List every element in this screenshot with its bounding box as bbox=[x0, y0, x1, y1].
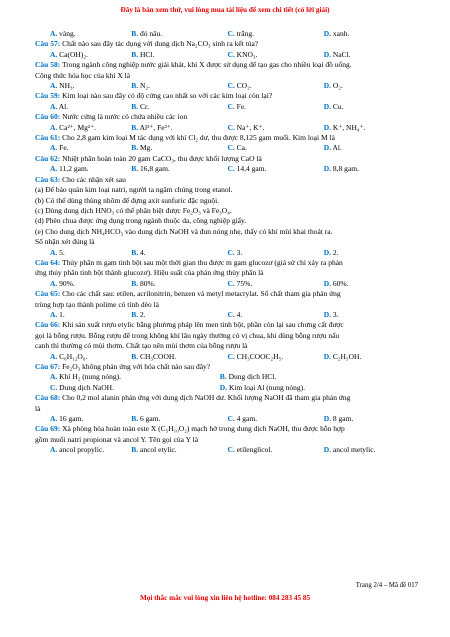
answer-option bbox=[131, 29, 227, 39]
answer-option bbox=[35, 279, 131, 289]
option-text: Al. bbox=[332, 143, 342, 153]
answer-option bbox=[131, 164, 227, 174]
option-letter: A. bbox=[50, 247, 58, 257]
option-letter: B. bbox=[131, 351, 139, 361]
question-number: Câu 58: bbox=[35, 60, 61, 70]
question-line bbox=[35, 91, 420, 101]
question-number: Câu 64: bbox=[35, 257, 61, 267]
option-text: NaCl. bbox=[332, 49, 351, 59]
option-letter: B. bbox=[131, 81, 139, 91]
option-text: 11,2 gam. bbox=[59, 164, 89, 174]
question-line bbox=[35, 60, 420, 70]
text-line: (e) Cho dung dịch NH₄HCO₃ vào dung dịch NaOH và đun nóng nhẹ, thấy có khí mùi khai thoát ra. bbox=[35, 226, 333, 236]
option-text: 8 gam. bbox=[332, 414, 354, 424]
answer-option bbox=[324, 164, 420, 174]
answer-option bbox=[228, 414, 324, 424]
option-letter: C. bbox=[227, 29, 235, 38]
option-letter: A. bbox=[50, 143, 58, 153]
option-letter: C. bbox=[227, 81, 235, 91]
answer-option bbox=[131, 414, 227, 424]
question-content bbox=[35, 29, 420, 456]
question-number: Câu 60: bbox=[35, 112, 61, 122]
option-text: NH₃. bbox=[59, 81, 75, 91]
option-text: 3. bbox=[332, 309, 339, 319]
answer-option bbox=[220, 372, 405, 382]
option-letter: D. bbox=[323, 122, 332, 132]
text-line: trùng hợp tạo thành polime có tính dẻo là bbox=[35, 299, 159, 309]
option-text: CH₃COOC₂H₅. bbox=[236, 351, 284, 361]
answer-option bbox=[35, 123, 131, 133]
answer-option bbox=[228, 310, 324, 320]
option-text: xanh. bbox=[332, 29, 350, 38]
answer-options bbox=[35, 81, 420, 91]
option-letter: B. bbox=[131, 122, 139, 132]
option-text: 14,4 gam. bbox=[236, 164, 267, 174]
option-text: 80%. bbox=[140, 278, 156, 288]
option-text: C₆H₁₂O₆. bbox=[59, 351, 88, 361]
option-letter: D. bbox=[323, 414, 332, 424]
option-letter: D. bbox=[323, 309, 332, 319]
question-text: Cho 2,8 gam kim loại M tác dụng với khí Cl₂ dư, thu được 8,125 gam muối. Kim loại M là bbox=[62, 133, 335, 143]
option-letter: D. bbox=[323, 49, 332, 59]
answer-option bbox=[324, 310, 420, 320]
answer-options bbox=[35, 248, 420, 258]
option-letter: B. bbox=[219, 372, 227, 382]
option-text: 60%. bbox=[332, 278, 349, 288]
option-letter: C. bbox=[50, 382, 58, 392]
option-text: Ca(OH)₂. bbox=[59, 49, 88, 59]
option-letter: D. bbox=[323, 143, 332, 153]
answer-options bbox=[35, 352, 420, 362]
question-line bbox=[35, 154, 420, 164]
answer-option bbox=[35, 352, 131, 362]
option-letter: B. bbox=[131, 309, 139, 319]
option-text: Khí H₂ (nung nóng). bbox=[59, 372, 121, 382]
question-text: Xà phòng hóa hoàn toàn este X (C₅H₁₀O₂) mạch hở trong dung dịch NaOH, thu được hỗn hợp bbox=[62, 424, 345, 434]
question-number: Câu 63: bbox=[35, 174, 61, 184]
option-text: Dung dịch NaOH. bbox=[59, 382, 114, 392]
answer-option bbox=[35, 383, 220, 393]
page-number: Trang 2/4 – Mã đề 017 bbox=[355, 582, 418, 589]
option-text: Ca²⁺, Mg²⁺. bbox=[59, 122, 96, 132]
text-line: (b) Có thể dùng thùng nhôm để đựng axit sunfuric đặc nguội. bbox=[35, 195, 220, 205]
answer-option bbox=[228, 352, 324, 362]
answer-option bbox=[324, 50, 420, 60]
option-text: KNO₃. bbox=[236, 49, 258, 59]
question-number: Câu 57: bbox=[35, 39, 61, 49]
answer-option bbox=[131, 279, 227, 289]
option-letter: B. bbox=[131, 445, 139, 455]
answer-option bbox=[324, 445, 420, 455]
question-line bbox=[35, 39, 420, 49]
option-text: 4. bbox=[140, 247, 146, 257]
answer-option bbox=[35, 310, 131, 320]
option-text: CO₂. bbox=[236, 81, 252, 91]
question-text: Nhiệt phân hoàn toàn 20 gam CaCO₃, thu được khối lượng CaO là bbox=[62, 153, 262, 163]
option-letter: A. bbox=[50, 49, 58, 59]
answer-option bbox=[131, 445, 227, 455]
question-number: Câu 62: bbox=[35, 153, 61, 163]
question-number: Câu 65: bbox=[35, 289, 61, 299]
answer-options bbox=[35, 279, 420, 289]
question-number: Câu 59: bbox=[35, 91, 61, 101]
text-line: gọi là bỗng rượu. Bỗng rượu để trong không khí lâu ngày thường có vị chua, khi dùng bỗng rượu nấu bbox=[35, 330, 340, 340]
question-text: Chất nào sau đây tác dụng với dung dịch Na₂CO₃ sinh ra kết tủa? bbox=[62, 39, 259, 49]
answer-option bbox=[228, 248, 324, 258]
answer-option bbox=[35, 81, 131, 91]
option-text: CH₃COOH. bbox=[140, 351, 177, 361]
answer-options bbox=[35, 372, 420, 382]
option-text: 1. bbox=[59, 309, 65, 319]
answer-option bbox=[324, 29, 420, 39]
text-line: ứng thủy phân tinh bột thành glucozơ). Hiệu suất của phản ứng thủy phân là bbox=[35, 268, 264, 278]
answer-option bbox=[324, 102, 420, 112]
option-letter: D. bbox=[323, 278, 332, 288]
answer-options bbox=[35, 50, 420, 60]
text-line: Công thức hóa học của khí X là bbox=[35, 70, 131, 80]
answer-option bbox=[228, 102, 324, 112]
answer-option bbox=[131, 102, 227, 112]
question-line bbox=[35, 362, 420, 372]
question-number: Câu 68: bbox=[35, 393, 61, 403]
question-line bbox=[35, 133, 420, 143]
hotline-contact: Mọi thắc mắc vui lòng xin liên hệ hotline: 084 283 45 85 bbox=[139, 594, 311, 602]
answer-options bbox=[35, 123, 420, 133]
option-letter: D. bbox=[323, 101, 332, 111]
question-text: Cho các nhận xét sau bbox=[62, 174, 126, 184]
answer-options bbox=[35, 102, 420, 112]
question-text: Cho 0,2 mol alanin phản ứng với dung dịch NaOH dư. Khối lượng NaOH đã tham gia phản ứng bbox=[62, 393, 351, 403]
option-letter: C. bbox=[227, 414, 235, 424]
question-text: Trong ngành công nghiệp nước giải khát, khí X được sử dụng để tạo gas cho nhiều loại đồ uống. bbox=[61, 60, 352, 70]
option-text: Na⁺, K⁺. bbox=[236, 122, 265, 132]
answer-option bbox=[228, 123, 324, 133]
option-text: trắng. bbox=[236, 29, 254, 38]
option-letter: A. bbox=[50, 29, 58, 38]
option-text: Ca. bbox=[236, 143, 247, 153]
option-letter: C. bbox=[227, 164, 235, 174]
option-text: Cr. bbox=[140, 101, 149, 111]
option-letter: A. bbox=[50, 414, 58, 424]
option-letter: D. bbox=[323, 247, 332, 257]
option-letter: B. bbox=[131, 247, 139, 257]
option-letter: A. bbox=[50, 81, 58, 91]
answer-option bbox=[228, 279, 324, 289]
option-text: 2. bbox=[140, 309, 146, 319]
question-number: Câu 69: bbox=[35, 424, 61, 434]
option-letter: D. bbox=[323, 351, 332, 361]
option-text: 75%. bbox=[236, 278, 253, 288]
option-text: Al. bbox=[58, 101, 69, 111]
answer-option bbox=[228, 50, 324, 60]
option-letter: C. bbox=[227, 143, 235, 153]
option-text: 4. bbox=[236, 309, 243, 319]
answer-option bbox=[131, 50, 227, 60]
option-text: 3. bbox=[236, 247, 243, 257]
option-text: Dung dịch HCl. bbox=[228, 372, 277, 382]
option-text: ancol metylic. bbox=[332, 445, 376, 455]
answer-option bbox=[35, 372, 220, 382]
option-text: 2. bbox=[332, 247, 339, 257]
option-text: Al³⁺, Fe³⁺. bbox=[139, 122, 173, 132]
question-text: Thủy phân m gam tinh bột sau một thời gian thu được m gam glucozơ (giả sử chỉ xảy ra phản bbox=[61, 257, 343, 267]
question-line bbox=[35, 258, 420, 268]
preview-banner: Đây là bản xem thử, vui lòng mua tài liệu để xem chi tiết (có lời giải) bbox=[120, 6, 330, 14]
answer-option bbox=[228, 81, 324, 91]
option-letter: A. bbox=[50, 101, 58, 111]
option-letter: C. bbox=[227, 278, 235, 288]
answer-option bbox=[228, 29, 324, 39]
option-letter: D. bbox=[323, 29, 332, 38]
question-line bbox=[35, 175, 420, 185]
option-letter: A. bbox=[50, 309, 58, 319]
option-letter: B. bbox=[131, 164, 139, 174]
text-line: (a) Để bảo quản kim loại natri, người ta ngâm chúng trong etanol. bbox=[35, 185, 233, 195]
option-text: N₂. bbox=[140, 81, 150, 91]
question-line bbox=[35, 393, 420, 403]
question-text: Kim loại nào sau đây có độ cứng cao nhất so với các kim loại còn lại? bbox=[62, 91, 273, 101]
text-line: Số nhận xét đúng là bbox=[35, 237, 95, 247]
option-text: 16 gam. bbox=[59, 414, 84, 424]
answer-option bbox=[220, 383, 405, 393]
text-line: (d) Phèn chua được ứng dụng trong ngành thuộc da, công nghiệp giấy. bbox=[35, 216, 247, 226]
option-text: 16,8 gam. bbox=[140, 164, 170, 174]
question-text: Nước cứng là nước có chứa nhiều các ion bbox=[62, 112, 188, 122]
option-text: Mg. bbox=[140, 143, 153, 153]
question-line bbox=[35, 424, 420, 434]
question-line bbox=[35, 289, 420, 299]
option-text: ancol etylic. bbox=[140, 445, 177, 455]
question-text: Khi sản xuất rượu etylic bằng phương pháp lên men tinh bột, phần còn lại sau chưng cất được bbox=[62, 320, 344, 330]
option-letter: C. bbox=[227, 122, 235, 132]
answer-option bbox=[35, 102, 131, 112]
option-text: đỏ nâu. bbox=[140, 29, 163, 38]
option-letter: D. bbox=[323, 445, 332, 455]
option-letter: C. bbox=[227, 101, 235, 111]
option-letter: A. bbox=[50, 122, 58, 132]
option-text: 4 gam. bbox=[236, 414, 258, 424]
option-letter: C. bbox=[227, 247, 235, 257]
answer-option bbox=[35, 143, 131, 153]
answer-options bbox=[35, 445, 420, 455]
answer-options bbox=[35, 143, 420, 153]
option-letter: C. bbox=[227, 309, 235, 319]
answer-options bbox=[35, 310, 420, 320]
option-text: Kim loại Al (nung nóng). bbox=[228, 382, 306, 392]
option-letter: D. bbox=[219, 382, 228, 392]
option-text: vàng. bbox=[59, 29, 76, 38]
option-text: Fe. bbox=[59, 143, 69, 153]
option-letter: D. bbox=[323, 81, 332, 91]
question-number: Câu 66: bbox=[35, 320, 61, 330]
answer-option bbox=[35, 164, 131, 174]
answer-option bbox=[131, 143, 227, 153]
option-letter: B. bbox=[131, 414, 139, 424]
answer-option bbox=[324, 143, 420, 153]
option-text: C₂H₅OH. bbox=[332, 351, 362, 361]
answer-option bbox=[324, 248, 420, 258]
option-letter: B. bbox=[131, 49, 139, 59]
answer-option bbox=[324, 279, 420, 289]
answer-option bbox=[131, 81, 227, 91]
answer-option bbox=[35, 248, 131, 258]
answer-options bbox=[35, 29, 420, 39]
option-letter: D. bbox=[323, 164, 332, 174]
text-line: gồm muối natri propionat và ancol Y. Tên gọi của Y là bbox=[35, 434, 199, 444]
option-text: 8,8 gam. bbox=[332, 164, 359, 174]
option-letter: A. bbox=[50, 351, 58, 361]
answer-option bbox=[35, 50, 131, 60]
option-letter: B. bbox=[131, 278, 139, 288]
option-text: Cu. bbox=[332, 101, 344, 111]
answer-option bbox=[131, 248, 227, 258]
answer-option bbox=[35, 29, 131, 39]
answer-option bbox=[35, 414, 131, 424]
option-letter: B. bbox=[131, 29, 139, 38]
option-text: K⁺, NH₄⁺. bbox=[332, 122, 366, 132]
answer-option bbox=[131, 310, 227, 320]
answer-option bbox=[228, 164, 324, 174]
option-text: 5. bbox=[59, 247, 65, 257]
answer-option bbox=[228, 445, 324, 455]
option-letter: B. bbox=[131, 143, 139, 153]
answer-option bbox=[131, 123, 227, 133]
option-letter: A. bbox=[50, 278, 58, 288]
question-number: Câu 67: bbox=[35, 362, 61, 371]
answer-option bbox=[324, 352, 420, 362]
option-letter: A. bbox=[50, 445, 58, 455]
text-line: là bbox=[35, 403, 41, 413]
option-letter: A. bbox=[50, 372, 58, 382]
text-line: (c) Dùng dung dịch HNO₃ có thể phân biệt được Fe₂O₃ và Fe₃O₄. bbox=[35, 205, 232, 215]
answer-option bbox=[35, 445, 131, 455]
option-letter: C. bbox=[227, 445, 235, 455]
option-text: etilenglicol. bbox=[236, 445, 273, 455]
question-text: Fe₂O₃ không phản ứng với hóa chất nào sau đây? bbox=[62, 362, 211, 371]
option-text: ancol propylic. bbox=[59, 445, 105, 455]
question-text: Cho các chất sau: etilen, acrilonitrin, benzen và metyl metacrylat. Số chất tham gia phản ứng bbox=[62, 289, 341, 299]
answer-option bbox=[131, 352, 227, 362]
question-line bbox=[35, 320, 420, 330]
answer-options bbox=[35, 164, 420, 174]
option-text: O₂. bbox=[332, 81, 343, 91]
option-text: 6 gam. bbox=[140, 414, 161, 424]
option-letter: C. bbox=[227, 351, 235, 361]
answer-option bbox=[324, 414, 420, 424]
answer-options bbox=[35, 383, 420, 393]
question-number: Câu 61: bbox=[35, 133, 61, 143]
option-text: HCl. bbox=[140, 49, 155, 59]
option-letter: B. bbox=[131, 101, 139, 111]
option-text: Fe. bbox=[236, 101, 247, 111]
answer-option bbox=[324, 123, 420, 133]
option-letter: C. bbox=[227, 49, 235, 59]
answer-options bbox=[35, 414, 420, 424]
question-line bbox=[35, 112, 420, 122]
option-text: 90%. bbox=[59, 278, 75, 288]
option-letter: A. bbox=[50, 164, 58, 174]
answer-option bbox=[324, 81, 420, 91]
text-line: canh thì thường có mùi thơm. Chất tạo nên mùi thơm của bỗng rượu là bbox=[35, 341, 248, 351]
answer-option bbox=[228, 143, 324, 153]
